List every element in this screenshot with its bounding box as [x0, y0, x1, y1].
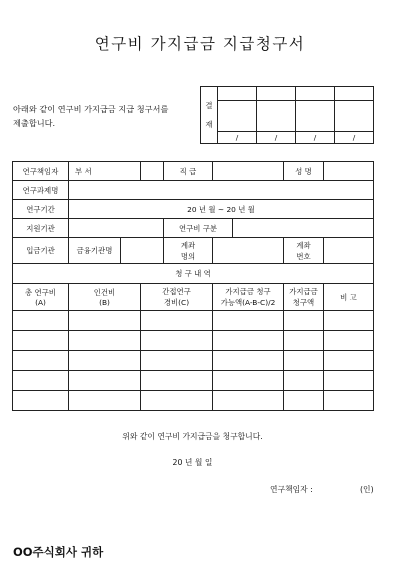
breakdown-cell[interactable] — [13, 371, 69, 391]
approval-box — [200, 86, 374, 144]
claim-date: 20 년 월 일 — [172, 458, 213, 467]
project-label: 연구과제명 — [13, 181, 69, 200]
account-number-label-1: 계좌 — [296, 240, 311, 250]
account-holder-input[interactable] — [213, 238, 284, 264]
col-claim-line-2: 청구액 — [292, 298, 315, 307]
col-claim — [284, 284, 324, 311]
col-note: 비 고 — [324, 284, 374, 311]
department-cell[interactable] — [69, 162, 141, 181]
col-labor-line-2: (B) — [99, 298, 110, 307]
account-number-label-2: 번호 — [296, 251, 311, 261]
breakdown-cell[interactable] — [324, 351, 374, 371]
breakdown-cell[interactable] — [324, 331, 374, 351]
name-input[interactable] — [324, 162, 374, 181]
breakdown-cell[interactable] — [69, 311, 141, 331]
signer-label: 연구책임자 : — [270, 485, 313, 494]
breakdown-cell[interactable] — [69, 391, 141, 411]
col-claim-line-1: 가지급금 — [289, 287, 318, 296]
project-input[interactable] — [69, 181, 374, 200]
approval-label-top: 결 — [205, 101, 213, 110]
breakdown-cell[interactable] — [141, 391, 213, 411]
breakdown-cell[interactable] — [69, 351, 141, 371]
table-row — [13, 371, 374, 391]
approval-sign-cell[interactable] — [335, 101, 374, 132]
col-available-line-2: 가능액(A-B-C)/2 — [220, 298, 276, 307]
col-available — [213, 284, 284, 311]
deposit-org-label: 입금기관 — [13, 238, 69, 264]
fund-type-label: 연구비 구분 — [164, 219, 233, 238]
col-total — [13, 284, 69, 311]
seal-mark: (인) — [360, 485, 374, 494]
support-org-input[interactable] — [69, 219, 164, 238]
breakdown-cell[interactable] — [324, 311, 374, 331]
breakdown-cell[interactable] — [69, 331, 141, 351]
department-label: 부 서 — [75, 166, 92, 176]
breakdown-cell[interactable] — [213, 351, 284, 371]
document-title: 연구비 가지급금 지급청구서 — [94, 35, 306, 53]
breakdown-cell[interactable] — [213, 311, 284, 331]
breakdown-title: 청 구 내 역 — [13, 264, 374, 284]
col-labor-line-1: 인건비 — [93, 288, 116, 297]
breakdown-cell[interactable] — [141, 371, 213, 391]
breakdown-cell[interactable] — [141, 311, 213, 331]
account-number-input[interactable] — [324, 238, 374, 264]
breakdown-cell[interactable] — [141, 331, 213, 351]
col-indirect-line-1: 간접연구 — [162, 287, 191, 296]
researcher-label: 연구책임자 — [13, 162, 69, 181]
account-holder-label — [164, 238, 213, 264]
intro-text — [13, 102, 168, 130]
period-input[interactable]: 20 년 월 ~ 20 년 월 — [69, 200, 374, 219]
approval-title-cell — [296, 87, 335, 101]
col-labor — [69, 284, 141, 311]
approval-date-cell: / — [218, 131, 257, 143]
breakdown-cell[interactable] — [284, 311, 324, 331]
col-total-line-1: 총 연구비 — [25, 288, 56, 297]
period-label: 연구기간 — [13, 200, 69, 219]
position-label: 직 급 — [164, 162, 213, 181]
bank-name-label: 금융기관명 — [69, 238, 121, 264]
breakdown-cell[interactable] — [13, 351, 69, 371]
account-holder-label-2: 명의 — [180, 251, 196, 261]
breakdown-cell[interactable] — [284, 391, 324, 411]
intro-line-1: 아래와 같이 연구비 가지급금 지급 청구서를 — [13, 104, 169, 114]
name-label: 성 명 — [284, 162, 324, 181]
claim-statement: 위와 같이 연구비 가지급금을 청구합니다. — [122, 432, 263, 441]
recipient: OO주식회사 귀하 — [13, 545, 104, 559]
table-row — [13, 351, 374, 371]
breakdown-cell[interactable] — [69, 371, 141, 391]
col-available-line-1: 가지급금 청구 — [225, 287, 271, 296]
approval-date-cell: / — [257, 131, 296, 143]
breakdown-cell[interactable] — [13, 391, 69, 411]
department-input[interactable] — [141, 162, 164, 181]
position-input[interactable] — [213, 162, 284, 181]
table-row — [13, 311, 374, 331]
approval-title-cell — [218, 87, 257, 101]
approval-title-cell — [257, 87, 296, 101]
col-indirect — [141, 284, 213, 311]
approval-sign-cell[interactable] — [296, 101, 335, 132]
col-total-line-2: (A) — [35, 298, 46, 307]
account-number-label — [284, 238, 324, 264]
table-row — [13, 331, 374, 351]
approval-label — [201, 87, 218, 144]
table-row — [13, 391, 374, 411]
approval-title-cell — [335, 87, 374, 101]
intro-line-2: 제출합니다. — [13, 118, 56, 128]
breakdown-cell[interactable] — [324, 371, 374, 391]
approval-label-bottom: 재 — [205, 120, 213, 129]
breakdown-cell[interactable] — [324, 391, 374, 411]
approval-sign-cell[interactable] — [218, 101, 257, 132]
approval-date-cell: / — [296, 131, 335, 143]
breakdown-cell[interactable] — [13, 331, 69, 351]
breakdown-cell[interactable] — [213, 371, 284, 391]
approval-date-cell: / — [335, 131, 374, 143]
breakdown-cell[interactable] — [284, 371, 324, 391]
breakdown-cell[interactable] — [284, 331, 324, 351]
account-holder-label-1: 계좌 — [180, 240, 196, 250]
col-indirect-line-2: 경비(C) — [163, 298, 190, 307]
breakdown-cell[interactable] — [141, 351, 213, 371]
support-org-label: 지원기관 — [13, 219, 69, 238]
breakdown-cell[interactable] — [13, 311, 69, 331]
approval-sign-cell[interactable] — [257, 101, 296, 132]
fund-type-input[interactable] — [233, 219, 374, 238]
bank-name-input[interactable] — [121, 238, 164, 264]
breakdown-cell[interactable] — [284, 351, 324, 371]
breakdown-cell[interactable] — [213, 391, 284, 411]
breakdown-cell[interactable] — [213, 331, 284, 351]
claim-form-table — [12, 161, 374, 411]
